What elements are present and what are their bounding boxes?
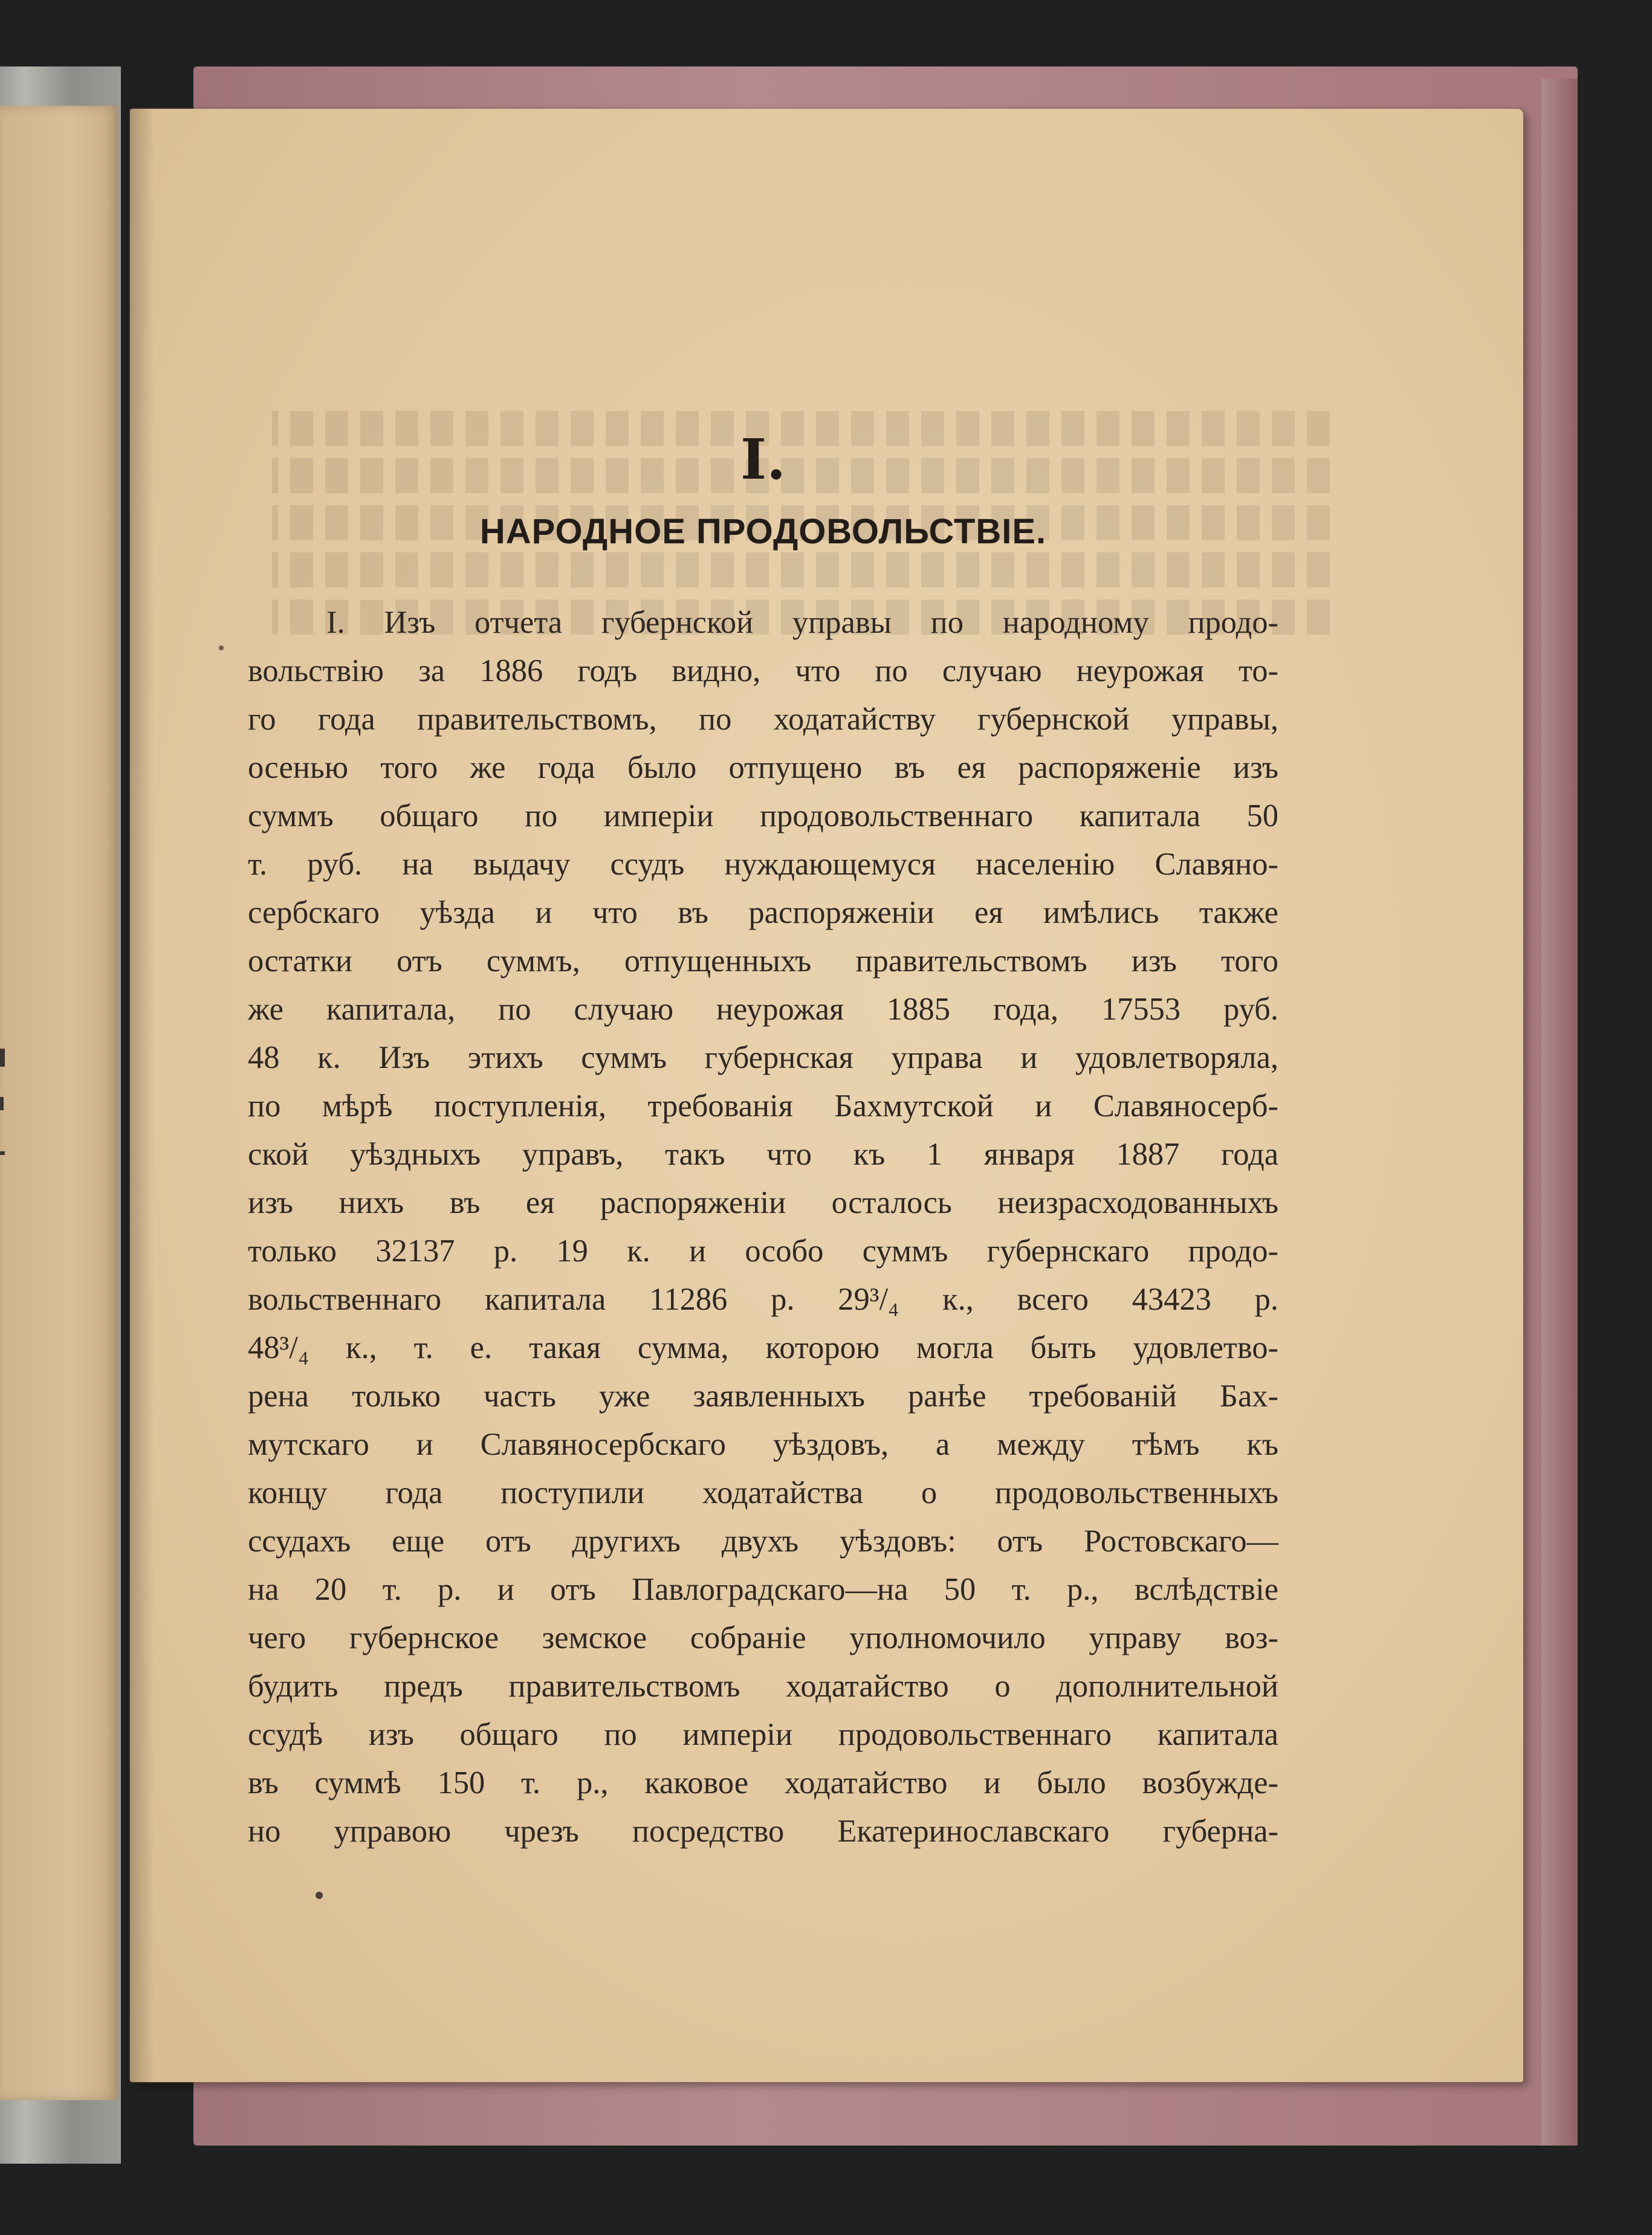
text-line: сербскаго уѣзда и что въ распоряженіи ея имѣлись также	[248, 895, 1278, 930]
text-line: чего губернское земское собраніе уполномочило управу воз-	[248, 1620, 1278, 1655]
text-line: остатки отъ суммъ, отпущенныхъ правительствомъ изъ того	[248, 943, 1278, 978]
text-line: 48 к. Изъ этихъ суммъ губернская управа и удовлетворяла,	[248, 1040, 1278, 1075]
ink-dot	[316, 1892, 323, 1899]
text-line: но управою чрезъ посредство Екатеринославскаго губерна-	[248, 1814, 1278, 1849]
text-line: по мѣрѣ поступленія, требованія Бахмутской и Славяносерб-	[248, 1088, 1278, 1124]
chapter-number: I.	[740, 427, 786, 492]
page-gutter-shadow	[130, 109, 154, 2082]
text-line: мутскаго и Славяносербскаго уѣздовъ, а между тѣмъ къ	[248, 1427, 1278, 1462]
text-line: ссудѣ изъ общаго по имперіи продовольственнаго капитала	[248, 1717, 1278, 1752]
text-line: го года правительствомъ, по ходатайству губернской управы,	[248, 702, 1278, 737]
text-line: же капитала, по случаю неурожая 1885 года, 17553 руб.	[248, 992, 1278, 1027]
chapter-title: НАРОДНОЕ ПРОДОВОЛЬСТВІЕ.	[479, 512, 1047, 551]
text-line: т. руб. на выдачу ссудъ нуждающемуся населенію Славяно-	[248, 847, 1278, 882]
text-line: рена только часть уже заявленныхъ ранѣе требованій Бах-	[248, 1379, 1278, 1414]
text-line: будить предъ правительствомъ ходатайство о дополнительной	[248, 1669, 1278, 1704]
page-content	[248, 423, 1278, 1855]
paper-speck	[219, 645, 224, 650]
text-line: ской уѣздныхъ управъ, такъ что къ 1 января 1887 года	[248, 1137, 1278, 1172]
text-line: I. Изъ отчета губернской управы по народному продо-	[326, 605, 1278, 640]
text-line: на 20 т. р. и отъ Павлоградскаго—на 50 т. р., вслѣдствіе	[248, 1572, 1278, 1607]
text-line: ссудахъ еще отъ другихъ двухъ уѣздовъ: отъ Ростовскаго—	[248, 1524, 1278, 1559]
text-line: концу года поступили ходатайства о продовольственныхъ	[248, 1475, 1278, 1510]
book-cover-edge	[1541, 79, 1578, 2146]
text-line: осенью того же года было отпущено въ ея распоряженіе изъ	[248, 750, 1278, 785]
text-line: 48³/₄ к., т. е. такая сумма, которою могла быть удовлетво-	[248, 1330, 1278, 1365]
previous-page-text-fragments	[0, 1049, 18, 1242]
text-line: изъ нихъ въ ея распоряженіи осталось неизрасходованныхъ	[248, 1185, 1278, 1220]
body-text	[248, 598, 1278, 1855]
text-line: въ суммѣ 150 т. р., каковое ходатайство и было возбужде-	[248, 1765, 1278, 1800]
text-line: суммъ общаго по имперіи продовольственнаго капитала 50	[248, 798, 1278, 833]
text-line: вольствію за 1886 годъ видно, что по случаю неурожая то-	[248, 653, 1278, 688]
text-line: только 32137 р. 19 к. и особо суммъ губернскаго продо-	[248, 1234, 1278, 1269]
previous-page-edge	[0, 106, 118, 2100]
text-line: вольственнаго капитала 11286 р. 29³/₄ к., всего 43423 р.	[248, 1282, 1278, 1317]
